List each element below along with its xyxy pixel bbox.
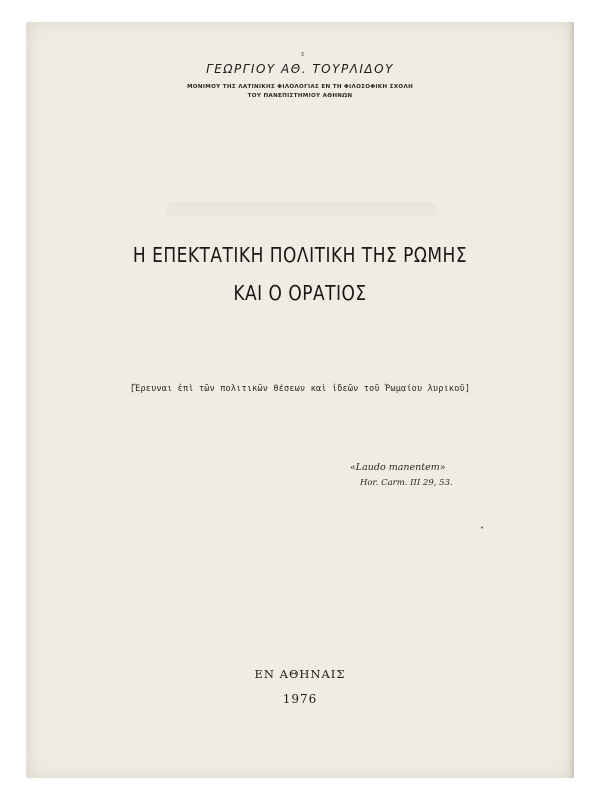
epigraph-source: Hor. Carm. III 29, 53.: [360, 478, 453, 488]
page-edge-shadow: [568, 22, 574, 778]
pencil-mark-right: •: [480, 524, 485, 532]
author-affiliation-line-2: ΤΟΥ ΠΑΝΕΠΙΣΤΗΜΙΟΥ ΑΘΗΝΩΝ: [247, 93, 353, 99]
publication-year: 1976: [282, 692, 318, 706]
book-subtitle: [Ἔρευναι ἐπὶ τῶν πολιτικῶν θέσεων καὶ ἰδεῶν τοῦ Ῥωμαίου λυρικοῦ]: [129, 384, 471, 394]
book-title-line-2: ΚΑΙ Ο ΟΡΑΤΙΟΣ: [233, 282, 367, 306]
publication-place: ΕΝ ΑΘΗΝΑΙΣ: [254, 667, 346, 681]
epigraph-quote: «Laudo manentem»: [350, 462, 446, 473]
book-title-page: [26, 22, 574, 778]
pencil-mark-top: ε: [301, 50, 305, 58]
book-title-line-1: Η ΕΠΕΚΤΑΤΙΚΗ ΠΟΛΙΤΙΚΗ ΤΗΣ ΡΩΜΗΣ: [132, 244, 468, 268]
author-affiliation-line-1: ΜΟΝΙΜΟΥ ΤΗΣ ΛΑΤΙΝΙΚΗΣ ΦΙΛΟΛΟΓΙΑΣ ΕΝ ΤΗ ΦΙΛΟΣΟΦΙΚΗ ΣΧΟΛΗ: [186, 84, 414, 90]
faint-bleed-through: [166, 202, 436, 216]
author-name: ΓΕΩΡΓΙΟΥ ΑΘ. ΤΟΥΡΛΙΔΟΥ: [206, 62, 394, 76]
